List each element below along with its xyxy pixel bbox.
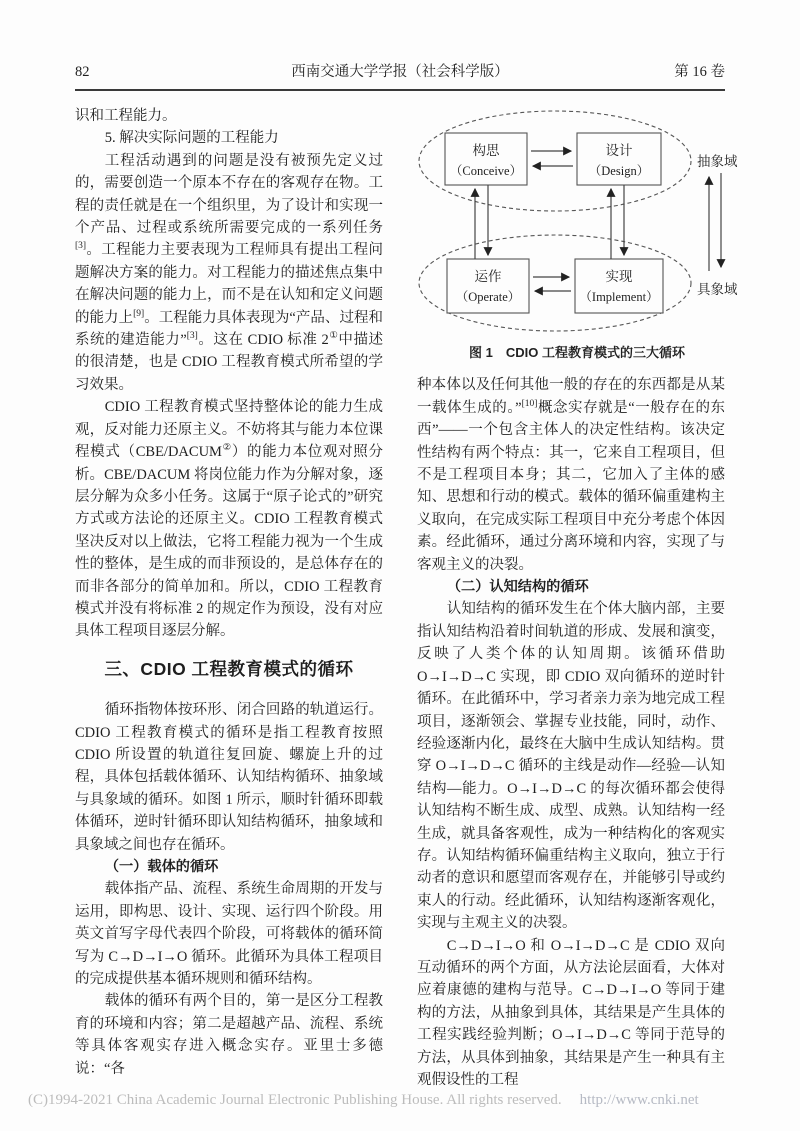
page-footer: [28, 1092, 699, 1109]
design-label-en: （Design）: [588, 164, 650, 178]
paragraph: 认知结构的循环发生在个体大脑内部，主要指认知结构沿着时间轨道的形成、发展和演变，反映了人类个体的认知周期。该循环借助 O→I→D→C 实现，即 CDIO 双向循环的逆时针循环。在此循环中，学习者亲力亲为地完成工程项目，逐渐领会、掌握专业技能，同时，动作、经验逐渐内化，最终在大脑中生成认知结构。贯穿 O→I→D→C 循环的主线是动作—经验—认知结构—能力。O→I→D→C 的每次循环都会使得认知结构不断生成、成型、成熟。认知结构一经生成，就具备客观性，成为一种结构化的客观实存。认知结构循环偏重结构主义取向，独立于行动者的意识和愿望而客观存在，并能够引导或约束人的行动。经此循环，认知结构逐渐客观化，实现与主观主义的决裂。: [417, 601, 725, 932]
operate-label-en: （Operate）: [455, 290, 521, 304]
volume-label: 第 16 卷: [674, 64, 725, 80]
two-column-body: [75, 105, 738, 1091]
implement-label-en: （Implement）: [579, 290, 659, 304]
design-label-zh: 设计: [605, 143, 633, 158]
journal-title: 西南交通大学学报（社会科学版）: [291, 64, 509, 80]
page-header: [75, 60, 725, 81]
concrete-domain-label: 具象域: [697, 282, 738, 297]
right-column: [417, 105, 738, 1091]
paragraph: 载体指产品、流程、系统生命周期的开发与运用，即构思、设计、实现、运行四个阶段。用英文首写字母代表四个阶段，可将载体的循环简写为 C→D→I→O 循环。此循环为具体工程项目的完成提供基本循环规则和循环结构。: [75, 881, 383, 988]
implement-label-zh: 实现: [605, 269, 633, 284]
section-heading: 三、CDIO 工程教育模式的循环: [104, 658, 354, 679]
figure-1-cdio-cycles: [409, 107, 745, 364]
abstract-domain-label: 抽象域: [697, 154, 738, 169]
paragraph: 工程活动遇到的问题是没有被预先定义过的，需要创造一个原本不存在的客观存在物。工程的责任就是在一个组织里，为了设计和实现一个产品、过程或系统所需要完成的一系列任务[3]。工程能力主要表现为工程师具有提出工程问题解决方案的能力。对工程能力的描述焦点集中在解决问题的能力上，而不是在认知和定义问题的能力上[9]。工程能力具体表现为“产品、过程和系统的建造能力”[3]。这在 CDIO 标准 2①中描述的很清楚，也是 CDIO 工程教育模式所希望的学习效果。: [75, 152, 383, 393]
cdio-cycle-diagram: [409, 107, 745, 337]
page-number: 82: [75, 64, 90, 80]
list-item-5: 5. 解决实际问题的工程能力: [104, 130, 279, 147]
copyright-text: (C)1994-2021 China Academic Journal Electronic Publishing House. All rights reserved.: [28, 1092, 562, 1108]
paragraph: 循环指物体按环形、闭合回路的轨道运行。CDIO 工程教育模式的循环是指工程教育按照 CDIO 所设置的轨道往复回旋、螺旋上升的过程，具体包括载体循环、认知结构循环、抽象域与具象域的循环。如图 1 所示，顺时针循环即载体循环，逆时针循环即认知结构循环，抽象域和具象域之间也存在循环。: [75, 702, 383, 853]
paragraph-continuation: 识和工程能力。: [75, 108, 177, 124]
paragraph: CDIO 工程教育模式坚持整体论的能力生成观，反对能力还原主义。不妨将其与能力本位课程模式（CBE/DACUM②）的能力本位观对照分析。CBE/DACUM 将岗位能力作为分解对象，逐层分解为众多小任务。这属于“原子论式的”研究方式或方法论的还原主义。CDIO 工程教育模式坚决反对以上做法，它将工程能力视为一个生成性的整体，是生成的而非预设的，是总体存在的而非各部分的简单加和。所以，CDIO 工程教育模式并没有将标准 2 的规定作为预设，没有对应具体工程项目逐层分解。: [75, 399, 383, 640]
header-rule: [75, 89, 725, 91]
operate-box: [447, 259, 529, 313]
left-column: [75, 105, 383, 1091]
conceive-label-zh: 构思: [472, 143, 500, 158]
implement-box: [575, 259, 663, 313]
paragraph: C→D→I→O 和 O→I→D→C 是 CDIO 双向互动循环的两个方面，从方法论层面看，大体对应着康德的建构与范导。C→D→I→O 等同于建构的方法，从抽象到具体，其结果是产生具体的工程实践经验判断；O→I→D→C 等同于范导的方法，从具体到抽象，其结果是产生一种具有主观假设性的工程: [417, 937, 725, 1088]
subsection-heading-1: （一）载体的循环: [104, 859, 219, 875]
subsection-heading-2: （二）认知结构的循环: [446, 579, 589, 596]
operate-label-zh: 运作: [474, 269, 502, 284]
paragraph-continuation: 种本体以及任何其他一般的存在的东西都是从某一载体生成的。”[10]概念实存就是“一般存在的东西”——一个包含主体人的决定性结构。该决定性结构有两个特点：其一，它来自工程项目，但不是工程项目本身；其二，它加入了主体的感知、思想和行动的模式。载体的循环偏重建构主义取向，在完成实际工程项目中充分考虑个体因素。经此循环，通过分离环境和内容，实现了与客观主义的决裂。: [417, 377, 726, 573]
paragraph: 载体的循环有两个目的，第一是区分工程教育的环境和内容；第二是超越产品、流程、系统等具体客观实存进入概念实存。亚里士多德说：“各: [75, 993, 383, 1077]
conceive-label-en: （Conceive）: [449, 164, 523, 178]
figure-caption: 图 1 CDIO 工程教育模式的三大循环: [469, 345, 685, 360]
cnki-url: http://www.cnki.net: [579, 1092, 699, 1108]
